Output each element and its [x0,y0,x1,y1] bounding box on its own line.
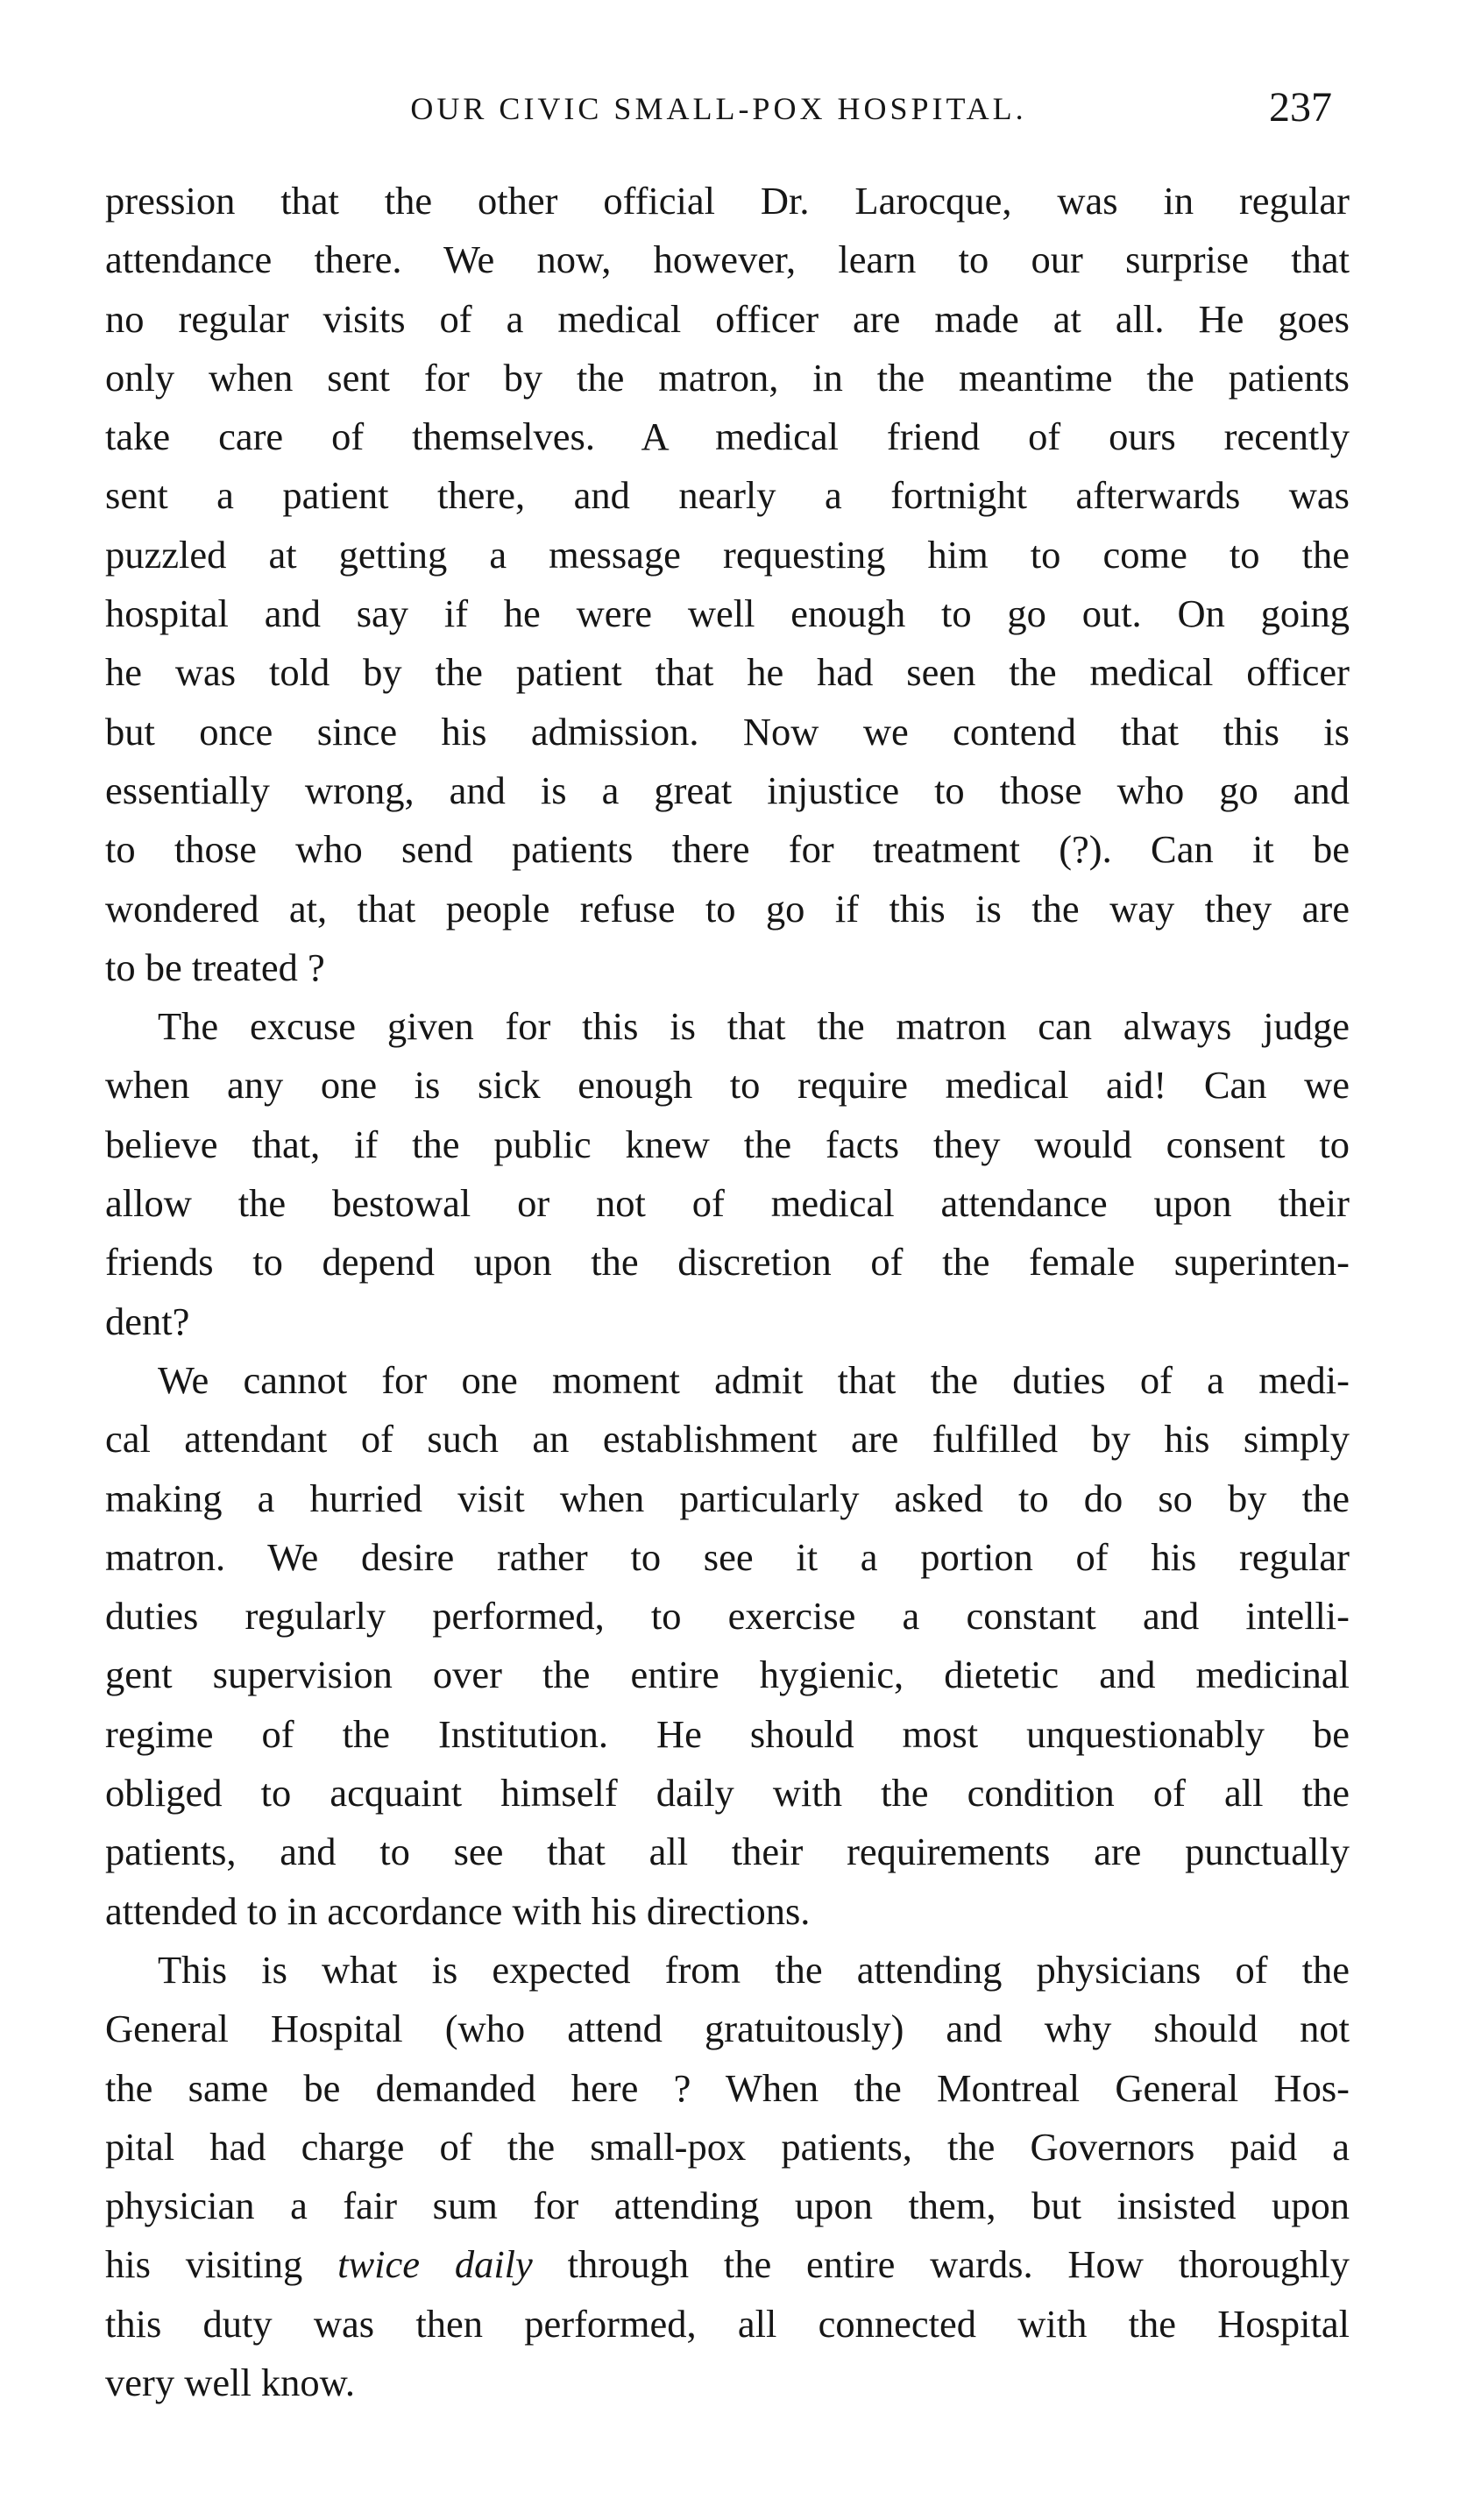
text-line: cal attendant of such an establishment are fulfilled by his simply [105,1417,1350,1462]
page-header [105,83,1332,136]
text-line: very well know. [105,2360,356,2404]
text-line: essentially wrong, and is a great injustice to those who go and [105,768,1350,812]
text-line: allow the bestowal or not of medical attendance upon their [105,1181,1350,1226]
text-line: sent a patient there, and nearly a fortnight afterwards was [105,473,1350,518]
text-line: when any one is sick enough to require medical aid! Can we [105,1063,1350,1108]
paragraph-2 [105,997,1350,1351]
text-line: he was told by the patient that he had seen the medical officer [105,650,1350,695]
text-line: dent? [105,1299,190,1343]
text-line: gent supervision over the entire hygienic, dietetic and medicinal [105,1653,1350,1697]
text-line: physician a fair sum for attending upon them, but insisted upon [105,2184,1350,2228]
text-line: General Hospital (who attend gratuitously) and why should not [105,2007,1350,2051]
text-line: but once since his admission. Now we contend that this is [105,709,1350,754]
text-line: no regular visits of a medical officer are made at all. He goes [105,296,1350,341]
text-line: friends to depend upon the discretion of the female superinten- [105,1240,1350,1285]
paragraph-1 [105,172,1350,997]
running-head: OUR CIVIC SMALL-POX HOSPITAL. [410,91,1027,126]
text-line: take care of themselves. A medical friend of ours recently [105,414,1350,459]
text-line: wondered at, that people refuse to go if this is the way they are [105,886,1350,931]
text-line: This is what is expected from the attending physicians of the [158,1947,1350,1992]
text-line: regime of the Institution. He should most unquestionably be [105,1711,1350,1756]
text-line: this duty was then performed, all connected with the Hospital [105,2301,1350,2346]
paragraph-4 [105,1941,1350,2412]
text-line: hospital and say if he were well enough to go out. On going [105,591,1350,636]
text-line: attended to in accordance with his directions. [105,1888,811,1933]
text-line: to those who send patients there for treatment (?). Can it be [105,827,1350,872]
body-text [105,172,1350,2412]
page-number: 237 [1269,84,1332,131]
text-line: matron. We desire rather to see it a portion of his regular [105,1534,1350,1579]
text-line: only when sent for by the matron, in the meantime the patients [105,355,1350,400]
text-line: obliged to acquaint himself daily with the condition of all the [105,1771,1350,1816]
text-line: pital had charge of the small-pox patients, the Governors paid a [105,2124,1350,2169]
paragraph-3 [105,1351,1350,1941]
text-line: making a hurried visit when particularly asked to do so by the [105,1476,1350,1520]
text-line: duties regularly performed, to exercise a constant and intelli- [105,1594,1350,1639]
text-line: patients, and to see that all their requirements are punctually [105,1830,1350,1874]
text-line: pression that the other official Dr. Larocque, was in regular [105,179,1350,223]
emphasis-text: twice daily [337,2242,533,2287]
text-line: puzzled at getting a message requesting him to come to the [105,532,1350,577]
text-line: the same be demanded here ? When the Montreal General Hos- [105,2065,1350,2110]
text-line-with-emphasis: his visiting twice daily through the entire wards. How thoroughly [105,2242,1350,2287]
text-line: to be treated ? [105,945,325,989]
text-line: The excuse given for this is that the matron can always judge [158,1004,1350,1049]
text-line: We cannot for one moment admit that the duties of a medi- [158,1357,1350,1402]
text-line: attendance there. We now, however, learn to our surprise that [105,237,1350,282]
text-line: believe that, if the public knew the facts they would consent to [105,1122,1350,1166]
